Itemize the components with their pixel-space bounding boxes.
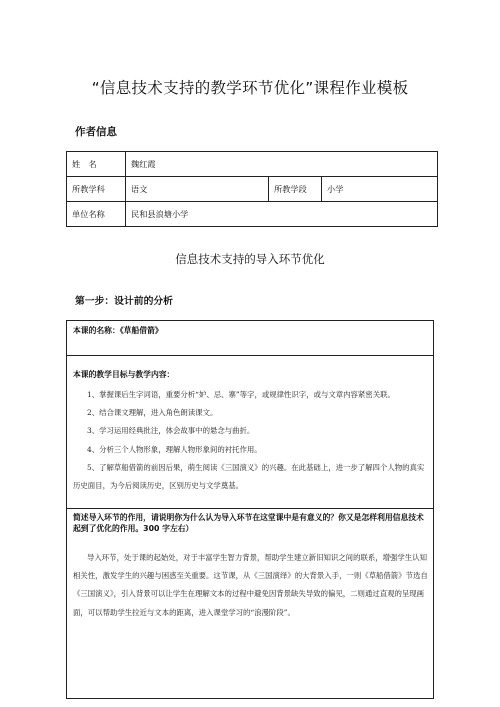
author-info-table <box>66 151 438 227</box>
unit-value: 民和县浪塘小学 <box>126 202 438 227</box>
name-value: 魏红霞 <box>126 152 438 177</box>
subject-label: 所教学科 <box>67 177 126 202</box>
goal-item: 4、分析三个人物形象，理解人物形象间的衬托作用。 <box>87 444 262 454</box>
answer-paragraph: 导入环节，处于课的起始处，对于丰富学生智力背景，帮助学生建立新旧知识之间的联系，增强学生认知相关性，激发学生的兴趣与困惑至关重要。这节课，从《三国演绎》的大背景入手，一则《草船借箭》节选自《三国演义》，引入背景可以让学生在理解文本的过程中避免因背景缺失导致的偏见，二则通过直观的呈现画面，可以帮助学生拉近与文本的距离，进入课堂学习的“浪漫阶段”。 <box>73 553 428 617</box>
lesson-name: 本课的名称：《草船借箭》 <box>73 326 163 335</box>
goal-item: 1、掌握课后生字词语，重要分析“妒、忌、寨”等字，或规律性识字，或与文章内容紧密关联。 <box>87 390 395 399</box>
goals-list <box>73 386 429 495</box>
goals-box <box>66 355 434 509</box>
document-title: “信息技术支持的教学环节优化”课程作业模板 <box>91 79 409 97</box>
goal-item: 5、了解草船借箭的前因后果，萌生阅读《三国演义》的兴趣。在此基础上，进一步了解四个人物的真实历史面目，为今后阅读历史，区别历史与文学奠基。 <box>73 462 425 491</box>
goals-heading: 本课的教学目标与教学内容： <box>73 370 175 379</box>
lesson-name-box <box>66 320 434 356</box>
table-row <box>67 177 438 202</box>
intro-analysis-box <box>66 508 434 699</box>
name-label: 姓 名 <box>67 152 126 177</box>
unit-label: 单位名称 <box>67 202 126 227</box>
answer-text <box>73 549 429 622</box>
goal-item: 2、结合课文理解，进入角色朗读课文。 <box>87 408 218 418</box>
grade-value: 小学 <box>322 177 438 202</box>
goal-item: 3、学习运用经典批注，体会故事中的悬念与曲折。 <box>87 426 255 436</box>
step1-heading: 第一步：设计前的分析 <box>75 296 173 307</box>
author-info-heading: 作者信息 <box>75 126 117 138</box>
question-prompt: 简述导入环节的作用，请说明你为什么认为导入环节在这堂课中是有意义的？你又是怎样利用信息技术起到了优化的作用。300 字左右） <box>73 513 424 533</box>
section-subtitle: 信息技术支持的导入环节优化 <box>175 252 325 266</box>
subject-value: 语文 <box>126 177 269 202</box>
grade-label: 所教学段 <box>269 177 322 202</box>
table-row <box>67 202 438 227</box>
table-row <box>67 152 438 177</box>
